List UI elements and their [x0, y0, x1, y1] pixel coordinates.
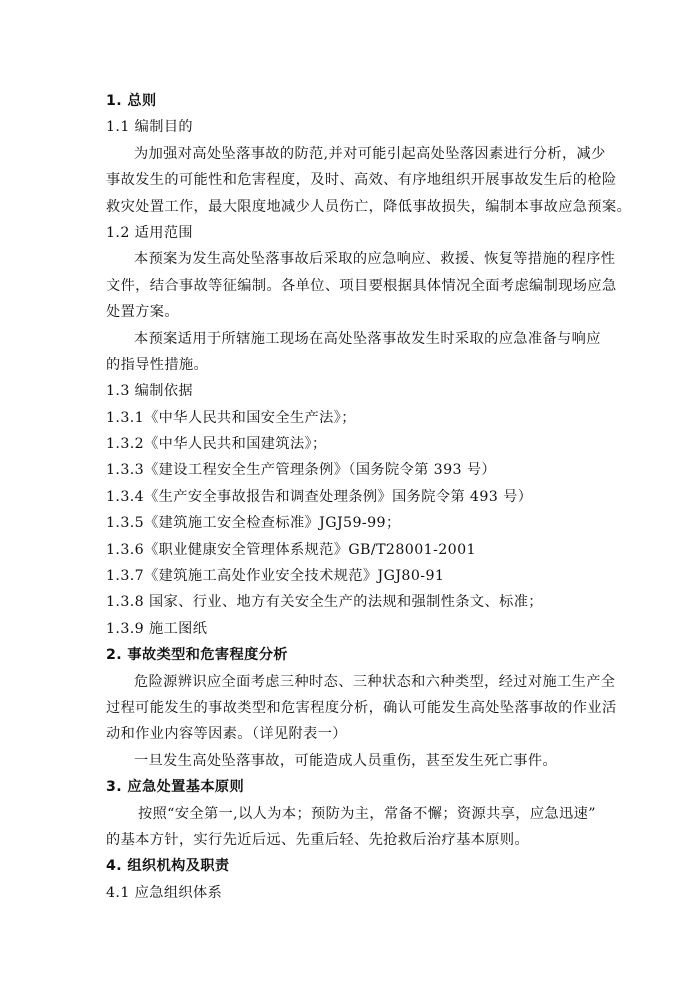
subheading-purpose: 1.1 编制目的 — [106, 119, 194, 136]
paragraph-line: 为加强对高处坠落事故的防范,并对可能引起高处坠落因素进行分析，减少 — [134, 145, 606, 162]
paragraph-line: 的基本方针，实行先近后远、先重后轻、先抢救后治疗基本原则。 — [106, 831, 530, 848]
paragraph-line: 动和作业内容等因素。（详见附表一） — [106, 726, 347, 743]
heading-1-general: 1. 总则 — [106, 93, 157, 109]
subheading-basis: 1.3 编制依据 — [106, 383, 194, 400]
paragraph-line: 处置方案。 — [106, 304, 179, 321]
reference-item: 1.3.8 国家、行业、地方有关安全生产的法规和强制性条文、标准； — [106, 594, 543, 611]
paragraph-line: 危险源辨识应全面考虑三种时态、三种状态和六种类型，经过对施工生产全 — [134, 673, 616, 690]
reference-item: 1.3.3《建设工程安全生产管理条例》（国务院令第 393 号） — [106, 462, 497, 479]
paragraph-line: 救灾处置工作，最大限度地减少人员伤亡，降低事故损失，编制本事故应急预案。 — [106, 198, 632, 215]
reference-item: 1.3.4《生产安全事故报告和调查处理条例》国务院令第 493 号） — [106, 488, 533, 505]
paragraph-line: 按照“安全第一,以人为本；预防为主，常备不懈；资源共享，应急迅速” — [138, 805, 596, 822]
paragraph-line: 本预案适用于所辖施工现场在高处坠落事故发生时采取的应急准备与响应 — [134, 330, 601, 347]
heading-1-accident-types: 2. 事故类型和危害程度分析 — [106, 647, 288, 664]
reference-item: 1.3.7《建筑施工高处作业安全技术规范》JGJ80-91 — [106, 568, 445, 585]
document-body — [106, 88, 632, 906]
paragraph-line: 过程可能发生的事故类型和危害程度分析，确认可能发生高处坠落事故的作业活 — [106, 699, 617, 716]
reference-item: 1.3.1《中华人民共和国安全生产法》； — [106, 409, 356, 426]
reference-item: 1.3.6《职业健康安全管理体系规范》GB/T28001-2001 — [106, 541, 476, 558]
heading-1-principles: 3. 应急处置基本原则 — [106, 779, 245, 796]
paragraph-line: 事故发生的可能性和危害程度，及时、高效、有序地组织开展事故发生后的枪险 — [106, 172, 617, 189]
reference-item: 1.3.5《建筑施工安全检查标准》JGJ59-99； — [106, 515, 401, 532]
reference-item: 1.3.2《中华人民共和国建筑法》； — [106, 436, 327, 453]
paragraph-line: 一旦发生高处坠落事故，可能造成人员重伤，甚至发生死亡事件。 — [134, 752, 558, 769]
subheading-scope: 1.2 适用范围 — [106, 224, 194, 241]
subheading-emergency-system: 4.1 应急组织体系 — [106, 884, 223, 901]
paragraph-line: 文件，结合事故等征编制。各单位、项目要根据具体情况全面考虑编制现场应急 — [106, 277, 617, 294]
reference-item: 1.3.9 施工图纸 — [106, 620, 208, 637]
heading-1-organization: 4. 组织机构及职责 — [106, 858, 230, 875]
paragraph-line: 的指导性措施。 — [106, 356, 209, 373]
paragraph-line: 本预案为发生高处坠落事故后采取的应急响应、救援、恢复等措施的程序性 — [134, 251, 616, 268]
